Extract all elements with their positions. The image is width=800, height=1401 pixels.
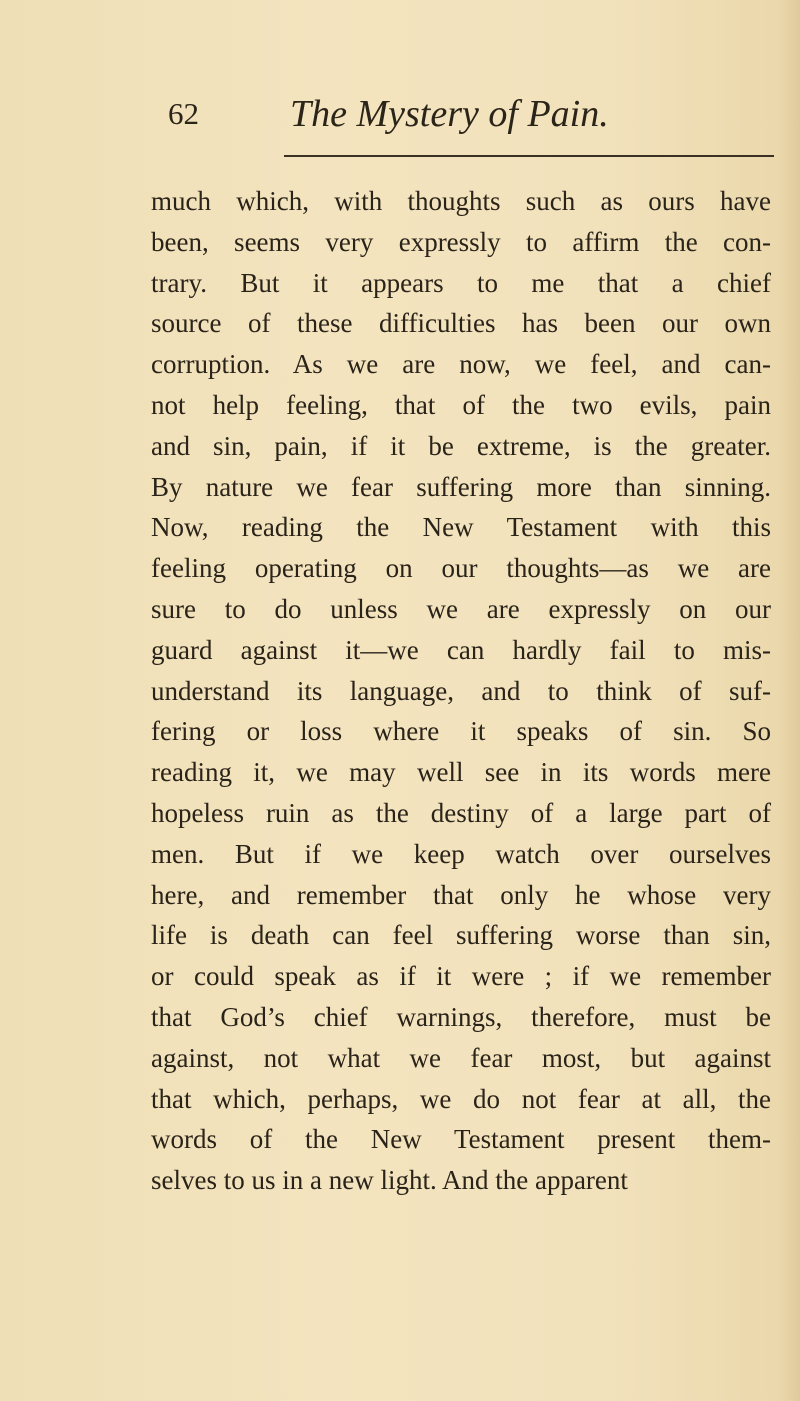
text-line: much which, with thoughts such as ours have [151,186,771,216]
text-line: understand its language, and to think of suf- [151,675,771,706]
text-line: reading it, we may well see in its words mere [151,757,771,788]
page-header [168,94,798,144]
text-line: not help feeling, that of the two evils, pain [151,389,771,420]
text-line: and sin, pain, if it be extreme, is the greater. [151,430,771,461]
text-line: here, and remember that only he whose very [151,879,771,910]
text-line: against, not what we fear most, but against [151,1042,771,1073]
text-line: source of these difficulties has been our own [151,308,771,339]
text-line: that which, perhaps, we do not fear at all, the [151,1083,771,1114]
body-text [151,181,771,1201]
text-line: been, seems very expressly to affirm the con- [151,226,771,257]
page-number: 62 [168,96,199,131]
text-line: By nature we fear suffering more than sinning. [151,471,771,502]
page-edge-shadow [778,0,800,1401]
text-line: trary. But it appears to me that a chief [151,267,771,298]
text-line: feeling operating on our thoughts—as we are [151,553,771,584]
text-line: Now, reading the New Testament with this [151,512,771,543]
text-line: fering or loss where it speaks of sin. So [151,716,771,747]
header-rule [284,155,774,157]
text-line: life is death can feel suffering worse than sin, [151,920,771,951]
text-line: men. But if we keep watch over ourselves [151,838,771,869]
running-title: The Mystery of Pain. [290,93,609,135]
text-line: or could speak as if it were ; if we remember [151,961,771,992]
text-line: guard against it—we can hardly fail to mis- [151,634,771,665]
text-line: corruption. As we are now, we feel, and can- [151,349,771,380]
text-line: sure to do unless we are expressly on our [151,593,771,624]
text-line: selves to us in a new light. And the apparent [151,1165,628,1196]
text-line: words of the New Testament present them- [151,1124,771,1155]
text-line: hopeless ruin as the destiny of a large part of [151,797,771,828]
text-line: that God’s chief warnings, therefore, must be [151,1001,771,1032]
